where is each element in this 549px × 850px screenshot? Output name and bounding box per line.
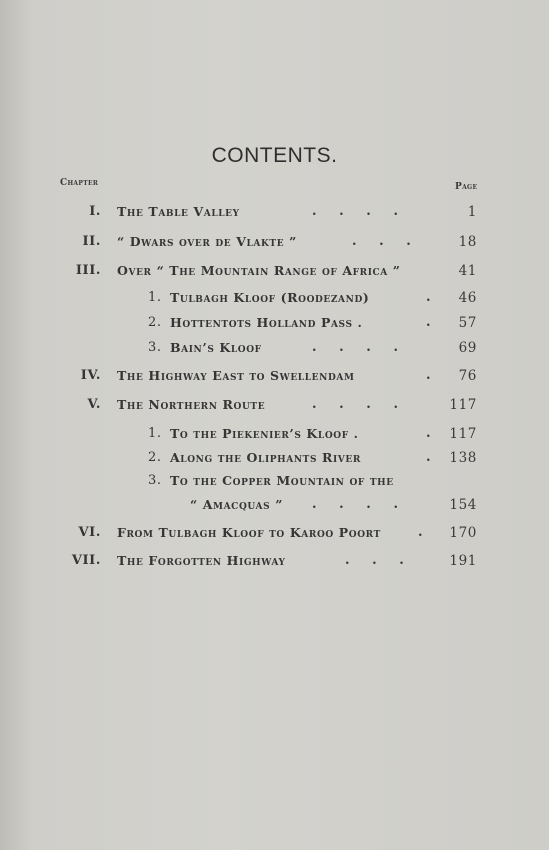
leader-dots: . — [426, 426, 431, 441]
section-title: To the Copper Mountain of the — [170, 473, 394, 488]
chapter-column-header: Chapter — [60, 178, 99, 188]
section-number: 3. — [148, 340, 162, 355]
chapter-number: I. — [89, 204, 101, 219]
section-title: Bain’s Kloof — [170, 340, 262, 355]
leader-dots: . . . . — [312, 397, 398, 412]
leader-dots: . . . . — [312, 497, 398, 512]
page-number: 57 — [458, 315, 477, 331]
chapter-title: The Highway East to Swellendam — [117, 368, 355, 383]
leader-dots: . . . — [345, 553, 404, 568]
section-title: To the Piekenier’s Kloof . — [170, 426, 359, 441]
toc-entry-chapter-5[interactable] — [0, 397, 549, 419]
page-number: 117 — [449, 397, 477, 413]
page-number: 18 — [458, 234, 477, 250]
section-title: Along the Oliphants River — [170, 450, 361, 465]
page-column-header: Page — [455, 182, 478, 192]
section-number: 1. — [148, 290, 162, 305]
section-number: 2. — [148, 315, 162, 330]
chapter-title: The Northern Route — [117, 397, 266, 412]
page-number: 154 — [449, 497, 477, 513]
section-title-continued: “ Amacquas ” — [190, 497, 283, 512]
page-number: 170 — [449, 525, 477, 541]
section-number: 1. — [148, 426, 162, 441]
toc-entry-chapter-6[interactable] — [0, 525, 549, 547]
chapter-title: “ Dwars over de Vlakte ” — [117, 234, 297, 249]
leader-dots: . . . . — [312, 340, 398, 355]
leader-dots: . — [426, 450, 431, 465]
page-number: 46 — [458, 290, 477, 306]
toc-subentry-5-2[interactable] — [0, 450, 549, 472]
page-number: 138 — [449, 450, 477, 466]
toc-subentry-3-2[interactable] — [0, 315, 549, 337]
page-title: CONTENTS. — [211, 144, 338, 167]
page-number: 69 — [458, 340, 477, 356]
chapter-number: V. — [87, 397, 101, 412]
toc-entry-chapter-2[interactable] — [0, 234, 549, 256]
section-title: Hottentots Holland Pass . — [170, 315, 363, 330]
leader-dots: . . . — [352, 234, 411, 249]
toc-subentry-3-1[interactable] — [0, 290, 549, 312]
chapter-number: II. — [82, 234, 101, 249]
toc-subentry-5-3[interactable] — [0, 473, 549, 495]
chapter-title: From Tulbagh Kloof to Karoo Poort — [117, 525, 381, 540]
leader-dots: . — [426, 315, 431, 330]
section-number: 3. — [148, 473, 162, 488]
toc-entry-chapter-7[interactable] — [0, 553, 549, 575]
leader-dots: . — [418, 525, 423, 540]
leader-dots: . — [426, 290, 431, 305]
toc-subentry-5-3-continued[interactable] — [0, 497, 549, 519]
toc-subentry-3-3[interactable] — [0, 340, 549, 362]
toc-entry-chapter-3[interactable] — [0, 263, 549, 285]
chapter-number: III. — [75, 263, 101, 278]
chapter-title: Over “ The Mountain Range of Africa ” — [117, 263, 401, 278]
toc-entry-chapter-4[interactable] — [0, 368, 549, 390]
section-number: 2. — [148, 450, 162, 465]
toc-subentry-5-1[interactable] — [0, 426, 549, 448]
chapter-number: IV. — [80, 368, 101, 383]
toc-entry-chapter-1[interactable] — [0, 204, 549, 226]
page-number: 191 — [449, 553, 477, 569]
page-number: 76 — [458, 368, 477, 384]
chapter-number: VI. — [78, 525, 101, 540]
leader-dots: . . . . — [312, 204, 398, 219]
section-title: Tulbagh Kloof (Roodezand) — [170, 290, 370, 305]
chapter-title: The Table Valley — [117, 204, 240, 219]
page-number: 41 — [458, 263, 477, 279]
chapter-title: The Forgotten Highway — [117, 553, 286, 568]
page-number: 117 — [449, 426, 477, 442]
leader-dots: . — [426, 368, 431, 383]
chapter-number: VII. — [71, 553, 101, 568]
page-number: 1 — [467, 204, 477, 220]
